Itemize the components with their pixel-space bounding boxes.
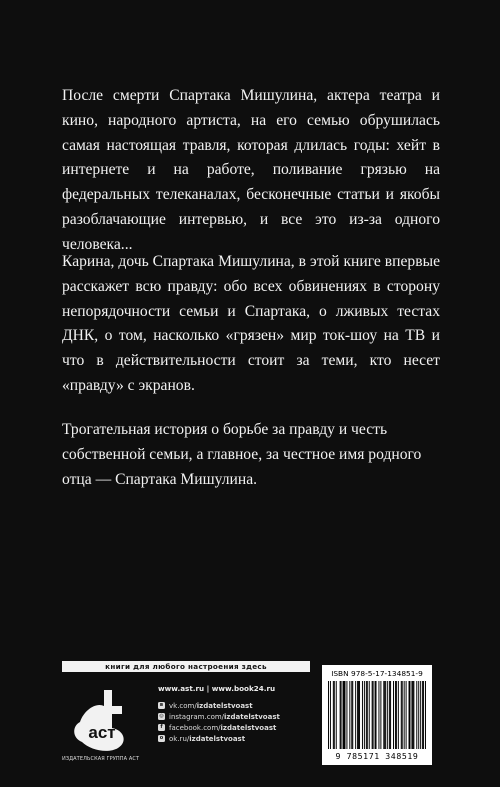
blurb-text-3: Трогательная история о борьбе за правду и честь собственной семьи, а главное, за честное имя родного отца — Спартака Мишулина. [62,421,422,488]
barcode-bar [362,681,363,749]
barcode-bar [384,681,385,749]
barcode-bar [351,681,352,749]
blurb-paragraph-1 [62,84,440,258]
barcode-bar [375,681,376,749]
barcode-bar [366,681,367,749]
publisher-caption: ИЗДАТЕЛЬСКАЯ ГРУППА АСТ [62,756,140,762]
barcode-bar [420,681,421,749]
barcode-bar [404,681,405,749]
blurb-text-1: После смерти Спартака Мишулина, актера театра и кино, народного артиста, на его семью обрушилась самая настоящая травля, которая длилась годы: хейт в интернете и на работе, поливание грязью на федеральных телеканалах, бесконечные статьи и якобы разоблачающие интервью, и все это из-за одного человека... [62,87,440,253]
barcode-bar [378,681,379,749]
barcode-bar [330,681,331,749]
ast-logo-icon [62,680,142,755]
social-link-instagram[interactable] [158,711,280,722]
barcode-bar [373,681,374,749]
barcode-bar [423,681,424,749]
social-handle: izdatelstvoast [189,734,246,743]
social-link-ok[interactable] [158,733,280,744]
barcode-bar [341,681,342,749]
barcode-bar [390,681,391,749]
barcode-bar [352,681,353,749]
barcode-bar [345,681,346,749]
social-link-facebook[interactable] [158,722,280,733]
logo-text: аст [88,723,116,742]
barcode-bar [333,681,334,749]
barcode-bar [413,681,414,749]
barcode-bar [398,681,399,749]
isbn-block [322,665,432,765]
blurb-text-2: Карина, дочь Спартака Мишулина, в этой книге впервые расскажет всю правду: обо всех обвинениях в сторону непорядочности семьи и Спартака, о лживых тестах ДНК, о том, насколько «грязен» мир ток-шоу на ТВ и что в действительности стоит за теми, кто несет «правду» с экранов. [62,253,440,394]
blurb-paragraph-2 [62,250,440,399]
barcode-bar [395,681,396,749]
instagram-icon: ◎ [159,713,164,719]
barcode-bar [418,681,419,749]
barcode-bar [357,681,358,749]
social-prefix: ok.ru/ [169,734,190,743]
barcode-bar [372,681,373,749]
social-links [158,700,280,744]
barcode-bar [409,681,410,749]
barcode-bar [401,681,402,749]
barcode-bar [422,681,423,749]
barcode-bar [383,681,384,749]
social-handle: izdatelstvoast [224,712,280,721]
barcode-bar [334,681,335,749]
barcode-digits: 9 785171 348519 [335,751,419,761]
ok-icon: о [159,735,164,741]
website-links[interactable]: www.ast.ru | www.book24.ru [158,684,276,693]
barcode-bar [393,681,394,749]
isbn-label: ISBN 978-5-17-134851-9 [331,669,423,678]
barcode-bar [344,681,345,749]
barcode-bar [389,681,390,749]
social-handle: izdatelstvoast [220,723,277,732]
social-prefix: instagram.com/ [169,712,225,721]
barcode-bar [385,681,386,749]
social-prefix: vk.com/ [169,701,197,710]
barcode-bar [340,681,341,749]
barcode-bar [387,681,388,749]
social-prefix: facebook.com/ [169,723,221,732]
barcode-bar [380,681,381,749]
barcode-bar [416,681,417,749]
barcode-bar [355,681,356,749]
barcode-bar [336,681,337,749]
barcode-bar [376,681,377,749]
barcode-bar [369,681,370,749]
barcode-bar [412,681,413,749]
barcode-bar [343,681,344,749]
barcode-bar [346,681,347,749]
barcode-bar [406,681,407,749]
barcode-bar [349,681,350,749]
barcode-bar [402,681,403,749]
barcode-bar [425,681,426,749]
blurb-paragraph-3 [62,418,440,492]
barcode-bar [410,681,411,749]
barcode-bar [411,681,412,749]
facebook-icon: f [158,724,165,731]
barcode [328,681,426,749]
barcode-bar [367,681,368,749]
barcode-bar [364,681,365,749]
barcode-bar [328,681,329,749]
social-link-vk[interactable] [158,700,280,711]
vk-icon: в [159,702,164,708]
barcode-bar [359,681,360,749]
barcode-bar [396,681,397,749]
social-handle: izdatelstvoast [196,701,253,710]
slogan-band: книги для любого настроения здесь [62,661,310,672]
barcode-bar [358,681,359,749]
